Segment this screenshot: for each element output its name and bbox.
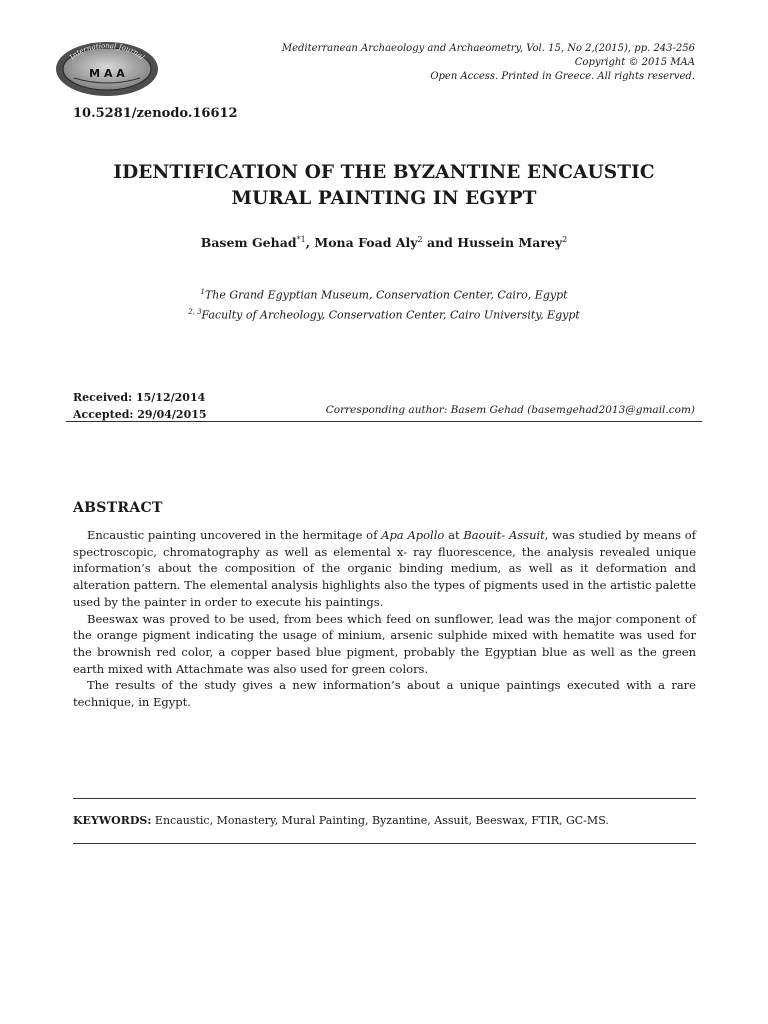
keywords: [73, 814, 609, 827]
place-name: Apa Apollo: [381, 528, 445, 542]
affiliation-sup: 2, 3: [188, 307, 202, 316]
journal-logo: [54, 40, 160, 98]
title-line-2: MURAL PAINTING IN EGYPT: [231, 188, 537, 209]
author-sup: 2: [562, 235, 568, 244]
title-line-1: IDENTIFICATION OF THE BYZANTINE ENCAUSTIC: [113, 162, 655, 183]
logo-text: M A A: [89, 67, 125, 80]
abstract-heading: ABSTRACT: [73, 500, 163, 516]
journal-citation: Mediterranean Archaeology and Archaeometry, Vol. 15, No 2,(2015), pp. 243-256: [281, 43, 695, 54]
copyright-line: Copyright © 2015 MAA: [574, 57, 695, 68]
paper-title: [73, 160, 695, 212]
author-name: Hussein Marey: [457, 235, 563, 251]
keywords-top-rule: [73, 798, 696, 799]
author-separator: ,: [305, 235, 315, 251]
affiliation-text: Faculty of Archeology, Conservation Center, Cairo University, Egypt: [201, 308, 580, 322]
affiliation-text: The Grand Egyptian Museum, Conservation Center, Cairo, Egypt: [204, 288, 568, 302]
author-sup: *1: [296, 235, 306, 244]
logo-emblem: [54, 40, 160, 98]
author-separator: and: [422, 235, 458, 251]
keywords-label: KEYWORDS:: [73, 814, 152, 827]
keywords-bottom-rule: [73, 843, 696, 844]
accepted-date: Accepted: 29/04/2015: [73, 408, 207, 421]
journal-info: [235, 42, 695, 84]
logo-ring-text: International Journal: [68, 41, 146, 62]
access-line: Open Access. Printed in Greece. All rights reserved.: [430, 71, 695, 82]
abstract-text: Encaustic painting uncovered in the hermitage of Apa Apollo at Baouit- Assuit, was studied by means of spectroscopic, chromatography as well as elemental x- ray fluorescence, the analysis revealed unique information’s about the composition of the organic binding medium, as well as it deformation and alteration pattern. The elemental analysis highlights also the types of pigments used in the artistic palette used by the painter in order to execute his paintings.: [73, 528, 696, 609]
author-name: Basem Gehad: [200, 235, 297, 251]
received-date: Received: 15/12/2014: [73, 391, 206, 404]
author-sup: 2: [417, 235, 423, 244]
affiliation-sup: 1: [200, 288, 205, 296]
dates: [73, 389, 207, 423]
doi[interactable]: 10.5281/zenodo.16612: [73, 106, 238, 121]
abstract-paragraph-3: The results of the study gives a new information’s about a unique paintings executed with a rare technique, in Egypt.: [73, 678, 696, 710]
affiliations: [73, 284, 695, 323]
abstract-body: [73, 527, 696, 711]
abstract-paragraph-1: [73, 527, 696, 611]
affiliation-2: [73, 304, 695, 324]
author-list: [73, 235, 695, 250]
corresponding-author[interactable]: Corresponding author: Basem Gehad (basemgehad2013@gmail.com): [325, 404, 695, 416]
header-divider: [66, 421, 702, 422]
abstract-paragraph-2: Beeswax was proved to be used, from bees which feed on sunflower, lead was the major component of the orange pigment indicating the usage of minium, arsenic sulphide mixed with hematite was used for the brownish red color, a copper based blue pigment, probably the Egyptian blue as well as the green earth mixed with Attachmate was also used for green colors.: [73, 611, 696, 676]
place-name: Baouit- Assuit: [463, 528, 545, 542]
affiliation-1: [73, 284, 695, 304]
author-name: Mona Foad Aly: [314, 235, 418, 251]
keywords-text: Encaustic, Monastery, Mural Painting, Byzantine, Assuit, Beeswax, FTIR, GC-MS.: [154, 814, 609, 827]
